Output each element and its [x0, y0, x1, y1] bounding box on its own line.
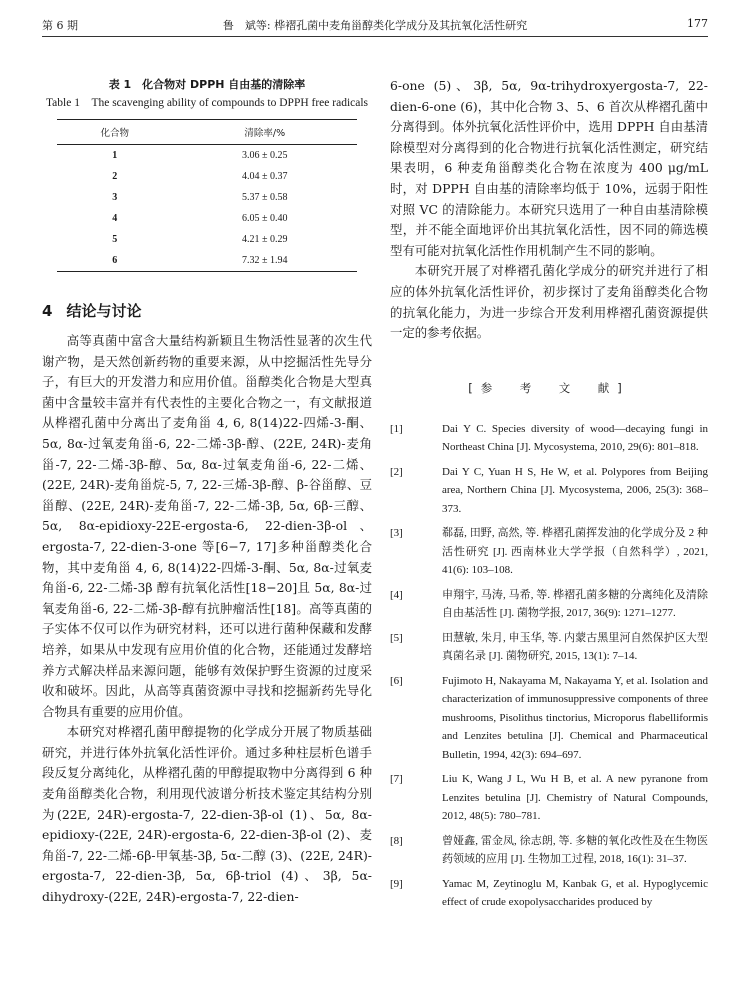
- reference-item: [390, 463, 708, 519]
- table-row: [57, 250, 357, 272]
- reference-text: Fujimoto H, Nakayama M, Nakayama Y, et al. Isolation and characterization of immunosuppressive components of three mushrooms, Pisolithus tinctorius, Microporus flabelliformis and Lenzites betulina [J]. Chemical and Pharmaceutical Bulletin, 1994, 42(3): 694–697.: [442, 674, 708, 761]
- reference-text: 曾娅鑫, 雷金凤, 徐志朗, 等. 多糖的氧化改性及在生物医药领域的应用 [J]. 生物加工过程, 2018, 16(1): 31–37.: [442, 834, 708, 866]
- running-header: [42, 14, 708, 37]
- reference-index: [9]: [390, 877, 403, 890]
- reference-item: [390, 875, 708, 912]
- right-column: [390, 76, 708, 918]
- table-row: [57, 187, 357, 208]
- reference-index: [4]: [390, 588, 403, 601]
- scavenging-value: 5.37 ± 0.58: [242, 192, 288, 203]
- reference-item: [390, 524, 708, 580]
- section-heading: [42, 300, 372, 321]
- reference-text: Dai Y C, Yuan H S, He W, et al. Polypores from Beijing area, Northern China [J]. Mycosystema, 2006, 25(3): 368–373.: [442, 465, 708, 515]
- body-paragraph: 本研究开展了对桦褶孔菌化学成分的研究并进行了相应的体外抗氧化活性评价，初步探讨了麦角甾醇类化合物的抗氧化能力，为进一步综合开发利用桦褶孔菌资源提供一定的参考依据。: [390, 263, 708, 341]
- reference-index: [3]: [390, 527, 403, 540]
- reference-index: [6]: [390, 674, 403, 687]
- reference-index: [1]: [390, 422, 403, 435]
- scavenging-value: 3.06 ± 0.25: [242, 150, 288, 161]
- reference-index: [2]: [390, 465, 403, 478]
- reference-index: [7]: [390, 773, 403, 786]
- page-number: 177: [687, 17, 708, 30]
- reference-text: Yamac M, Zeytinoglu M, Kanbak G, et al. Hypoglycemic effect of crude exopolysaccharides produced by: [442, 877, 708, 909]
- section-number: 4: [42, 302, 53, 320]
- reference-item: [390, 420, 708, 457]
- scavenging-value: 4.21 ± 0.29: [242, 234, 288, 245]
- issue-number: 第 6 期: [42, 19, 78, 32]
- scavenging-value: 7.32 ± 1.94: [242, 255, 288, 266]
- reference-item: [390, 770, 708, 826]
- compound-id: 5: [112, 234, 118, 245]
- body-paragraph: 6-one (5)、3β, 5α, 9α-trihydroxyergosta-7, 22-dien-6-one (6)，其中化合物 3、5、6 首次从桦褶孔菌中分离得到。体外抗氧化活性评价中，选用 DPPH 自由基清除模型对分离得到的化合物进行抗氧化活性测定，研究结果表明，6 种麦角甾醇类化合物在浓度为 400 μg/mL 时，对 DPPH 自由基的清除率均低于 10%，远弱于阳性对照 VC 的清除能力。本研究只选用了一种自由基清除模型，并不能全面地评价出其抗氧化活性，因不同的筛选模型有可能对抗氧化活性作用机制产生不同的影响。: [390, 78, 708, 258]
- compound-id: 4: [112, 213, 118, 224]
- reference-item: [390, 832, 708, 869]
- reference-text: Dai Y C. Species diversity of wood—decaying fungi in Northeast China [J]. Mycosystema, 2010, 29(6): 801–818.: [442, 422, 708, 454]
- reference-item: [390, 629, 708, 666]
- reference-text: Liu K, Wang J L, Wu H B, et al. A new pyranone from Lenzites betulina [J]. Chemistry of Natural Compounds, 2012, 48(5): 780–781.: [442, 773, 708, 823]
- running-title: 鲁 斌等: 桦褶孔菌中麦角甾醇类化学成分及其抗氧化活性研究: [222, 19, 528, 32]
- table-row: [57, 166, 357, 187]
- reference-index: [8]: [390, 834, 403, 847]
- left-column: [42, 76, 372, 908]
- reference-list: [390, 420, 708, 912]
- reference-text: 田慧敏, 朱月, 申玉华, 等. 内蒙古黑里河自然保护区大型真菌名录 [J]. 菌物研究, 2015, 13(1): 7–14.: [442, 631, 708, 663]
- table-caption-en: Table 1 The scavenging ability of compounds to DPPH free radicals: [45, 97, 369, 109]
- section-title: 结论与讨论: [66, 302, 142, 320]
- scavenging-value: 6.05 ± 0.40: [242, 213, 288, 224]
- reference-item: [390, 672, 708, 765]
- body-paragraph: 本研究对桦褶孔菌甲醇提物的化学成分开展了物质基础研究，并进行体外抗氧化活性评价。通过多种柱层析色谱手段反复分离纯化，从桦褶孔菌的甲醇提取物中分离得到 6 种麦角甾醇类化合物，利用现代波谱分析技术鉴定其结构分别为(22E, 24R)-ergosta-7, 22-dien-3β-ol (1)、5α, 8α-epidioxy-(22E, 24R)-ergosta-6, 22-dien-3β-ol (2)、麦角甾-7, 22-二烯-6β-甲氧基-3β, 5α-二醇 (3)、(22E, 24R)-ergosta-7, 22-dien-3β, 5α, 6β-triol (4)、3β, 5α-dihydroxy-(22E, 24R)-ergosta-7, 22-dien-: [42, 724, 372, 905]
- reference-index: [5]: [390, 631, 403, 644]
- compound-id: 6: [112, 255, 118, 266]
- compound-id: 2: [112, 171, 118, 182]
- column-header-compound: 化合物: [57, 120, 173, 145]
- scavenging-value: 4.04 ± 0.37: [242, 171, 288, 182]
- reference-text: 申翔宇, 马涛, 马希, 等. 桦褶孔菌多糖的分离纯化及清除自由基活性 [J]. 菌物学报, 2017, 36(9): 1271–1277.: [442, 588, 708, 620]
- compound-id: 3: [112, 192, 118, 203]
- references-heading: [参 考 文 献]: [468, 380, 630, 395]
- table-caption-cn: 表 1 化合物对 DPPH 自由基的清除率: [108, 78, 306, 91]
- reference-text: 郗磊, 田野, 高然, 等. 桦褶孔菌挥发油的化学成分及 2 种活性研究 [J]. 西南林业大学学报（自然科学）, 2021, 41(6): 103–108.: [442, 527, 708, 577]
- table-row: [57, 208, 357, 229]
- reference-item: [390, 586, 708, 623]
- table-row: [57, 229, 357, 250]
- column-header-rate: 清除率/%: [173, 120, 357, 145]
- table-header-row: [57, 120, 357, 145]
- scavenging-table: [57, 119, 357, 272]
- compound-id: 1: [112, 150, 118, 161]
- table-row: [57, 145, 357, 167]
- body-paragraph: 高等真菌中富含大量结构新颖且生物活性显著的次生代谢产物，是天然创新药物的重要来源，从中挖掘活性先导分子，有巨大的开发潜力和应用价值。甾醇类化合物是大型真菌中含量较丰富并有代表性的主要化合物之一，有文献报道从桦褶孔菌中分离出了麦角甾 4, 6, 8(14)22-四烯-3-酮、5α, 8α-过氧麦角甾-6, 22-二烯-3β-醇、(22E, 24R)-麦角甾-7, 22-二烯-3β-醇、5α, 8α-过氧麦角甾-6, 22-二烯、(22E, 24R)-麦角甾烷-5, 7, 22-三烯-3β-醇、β-谷甾醇、豆甾醇、(22E, 24R)-麦角甾-7, 22-二烯-3β, 5α, 6β-三醇、5α, 8α-epidioxy-22E-ergosta-6, 22-dien-3β-ol、ergosta-7, 22-dien-3-one 等[6−7, 17]多种甾醇类化合物，其中麦角甾 4, 6, 8(14)22-四烯-3-酮、5α, 8α-过氧麦角甾-6, 22-二烯-3β 醇有抗氧化活性[18−20]且 5α, 8α-过氧麦角甾-6, 22-二烯-3β-醇有抗肿瘤活性[18]。高等真菌的子实体不仅可以作为研究材料，还可以进行菌种保藏和发酵培养，如果从中发现有应用价值的化合物，还能通过发酵培养方式解决样品来源问题，能够有效保护野生资源的过度采收和破坏。因此，从高等真菌资源中寻找和挖掘新药先导化合物具有重要的应用价值。: [42, 333, 372, 719]
